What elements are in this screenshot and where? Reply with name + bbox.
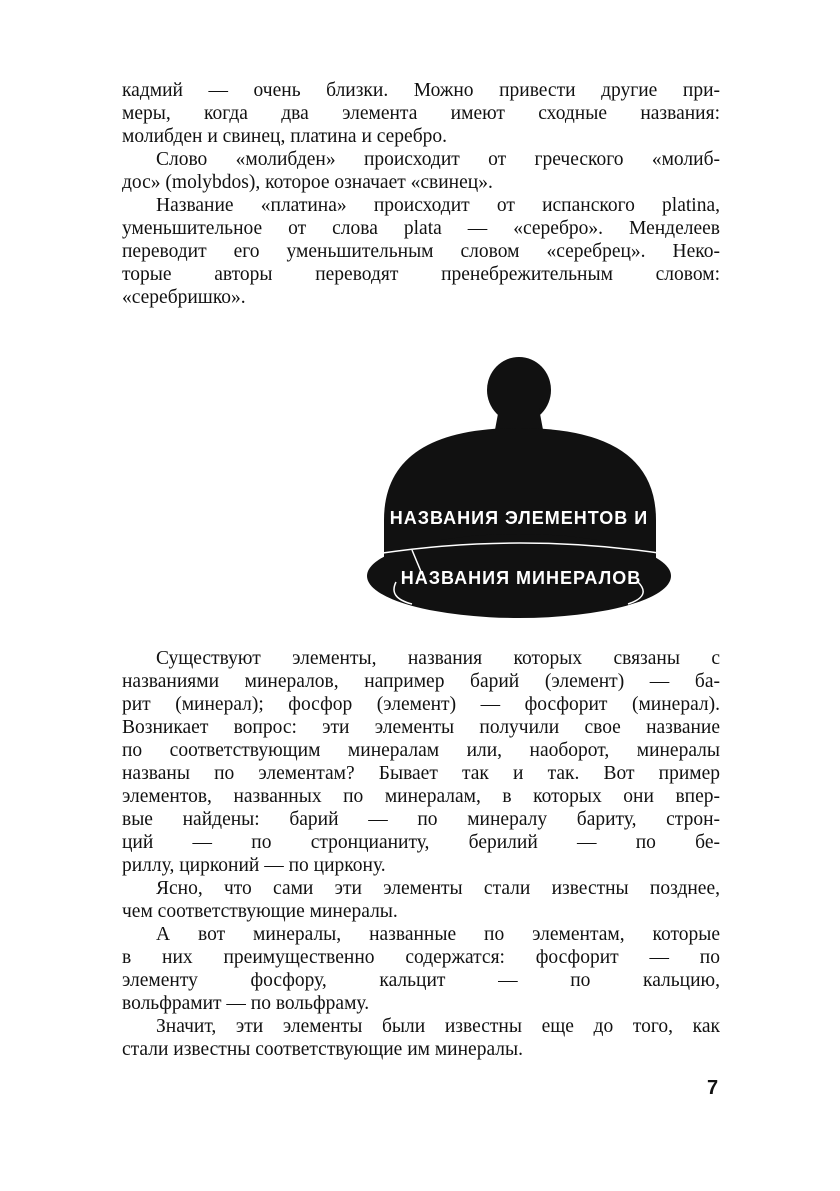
text-line: торые авторы переводят пренебрежительным словом: [122, 264, 720, 285]
text-line: рит (минерал); фосфор (элемент) — фосфорит (минерал). [122, 694, 720, 715]
text-line: ций — по стронцианиту, берилий — по бе- [122, 832, 720, 853]
text-line: «серебришко». [122, 287, 246, 308]
text-line: молибден и свинец, платина и серебро. [122, 126, 448, 147]
text-line: А вот минералы, названные по элементам, которые [156, 924, 720, 945]
text-line: переводит его уменьшительным словом «серебрец». Неко- [122, 241, 720, 262]
text-line: элементу фосфору, кальцит — по кальцию, [122, 970, 720, 991]
illustration-title-line1: НАЗВАНИЯ ЭЛЕМЕНТОВ И [389, 508, 649, 528]
text-line: Слово «молибден» происходит от греческого «молиб- [156, 149, 720, 170]
text-line: кадмий — очень близки. Можно привести другие при- [122, 80, 720, 101]
text-line: по соответствующим минералам или, наоборот, минералы [122, 740, 720, 761]
text-line: риллу, цирконий — по циркону. [122, 855, 386, 876]
page-number: 7 [707, 1077, 719, 1099]
bottom-text-block [122, 647, 720, 1061]
text-line: чем соответствующие минералы. [122, 901, 398, 922]
text-line: названы по элементам? Бывает так и так. Вот пример [122, 763, 720, 784]
cheese-dome-illustration [366, 350, 676, 625]
text-line: стали известны соответствующие им минералы. [122, 1039, 523, 1060]
text-line: названиями минералов, например барий (элемент) — ба- [122, 671, 720, 692]
illustration-title-line2: НАЗВАНИЯ МИНЕРАЛОВ [400, 568, 642, 588]
text-line: Ясно, что сами эти элементы стали известны позднее, [156, 878, 720, 899]
text-line: дос» (molybdos), которое означает «свинец». [122, 172, 493, 193]
text-line: элементов, названных по минералам, в которых они впер- [122, 786, 720, 807]
text-line: Название «платина» происходит от испанского platina, [156, 195, 720, 216]
text-line: вые найдены: барий — по минералу бариту, строн- [122, 809, 720, 830]
top-text-block [122, 79, 720, 309]
text-line: Значит, эти элементы были известны еще до того, как [156, 1016, 720, 1037]
text-line: Возникает вопрос: эти элементы получили свое название [122, 717, 720, 738]
text-line: Существуют элементы, названия которых связаны с [156, 648, 720, 669]
text-line: вольфрамит — по вольфраму. [122, 993, 370, 1014]
text-line: уменьшительное от слова plata — «серебро». Менделеев [122, 218, 720, 239]
text-line: меры, когда два элемента имеют сходные названия: [122, 103, 720, 124]
text-line: в них преимущественно содержатся: фосфорит — по [122, 947, 720, 968]
